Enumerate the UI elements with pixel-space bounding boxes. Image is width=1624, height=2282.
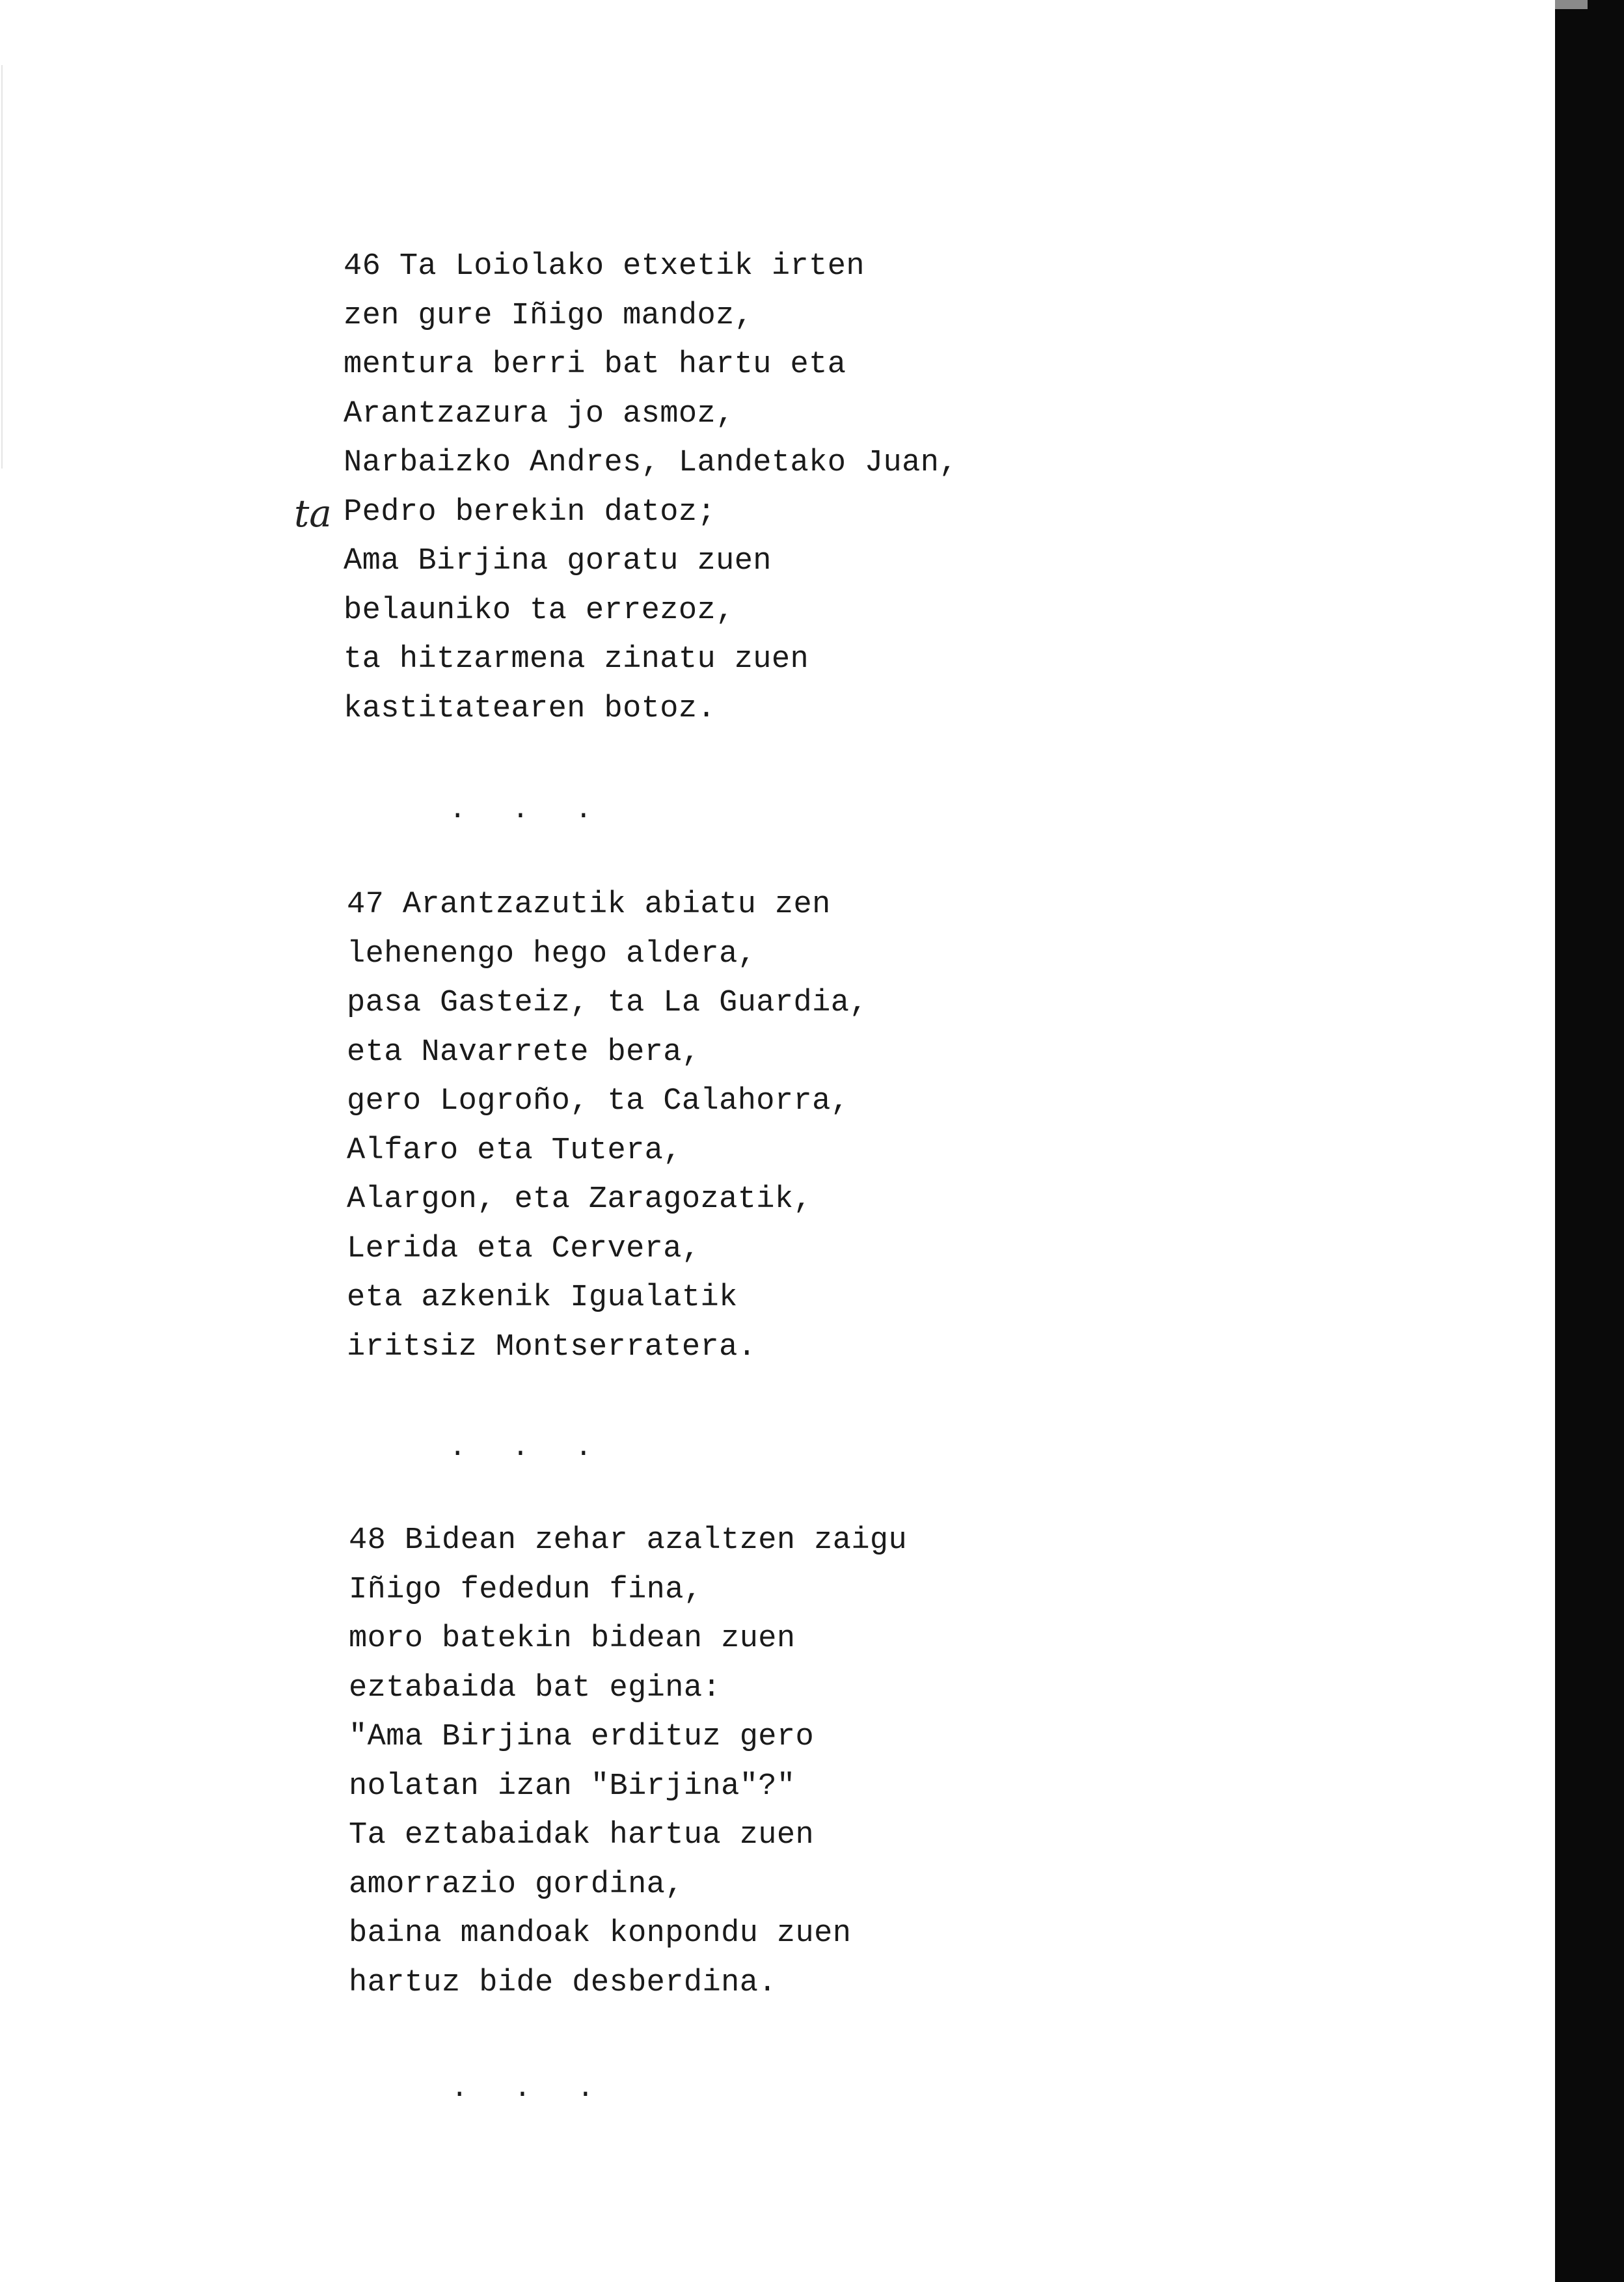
verse-line: baina mandoak konpondu zuen bbox=[349, 1916, 852, 1951]
verse-line: pasa Gasteiz, ta La Guardia, bbox=[347, 986, 868, 1020]
verse-line: iritsiz Montserratera. bbox=[347, 1329, 757, 1365]
verse-line: nolatan izan "Birjina"?" bbox=[349, 1769, 796, 1804]
verse-line: zen gure Iñigo mandoz, bbox=[344, 298, 753, 333]
stanza-separator: . . . bbox=[449, 1432, 607, 1464]
stanza-48 bbox=[349, 1516, 907, 2007]
verse-line: ta hitzarmena zinatu zuen bbox=[344, 642, 809, 677]
verse-line: 48 Bidean zehar azaltzen zaigu bbox=[349, 1523, 908, 1558]
verse-line: gero Logroño, ta Calahorra, bbox=[347, 1084, 850, 1119]
verse-line: Iñigo fededun fina, bbox=[349, 1572, 703, 1607]
stanza-separator: . . . bbox=[449, 794, 607, 826]
verse-line: eztabaida bat egina: bbox=[349, 1670, 722, 1705]
verse-line: belauniko ta errezoz, bbox=[344, 593, 735, 628]
verse-line: eta azkenik Igualatik bbox=[347, 1281, 738, 1315]
verse-line: Narbaizko Andres, Landetako Juan, bbox=[344, 446, 958, 480]
verse-line: Alfaro eta Tutera, bbox=[347, 1133, 682, 1168]
verse-line: lehenengo hego aldera, bbox=[347, 936, 757, 971]
verse-line: Alargon, eta Zaragozatik, bbox=[347, 1182, 813, 1217]
handwritten-margin-note: ta bbox=[294, 491, 332, 536]
stanza-46 bbox=[344, 242, 958, 733]
verse-line: Ama Birjina goratu zuen bbox=[344, 544, 772, 578]
verse-line: kastitatearen botoz. bbox=[344, 691, 716, 726]
verse-line: hartuz bide desberdina. bbox=[349, 1965, 777, 2000]
scan-dark-border bbox=[1555, 0, 1624, 2282]
verse-line: Pedro berekin datoz; bbox=[344, 495, 716, 530]
verse-line: mentura berri bat hartu eta bbox=[344, 347, 846, 382]
stanza-47 bbox=[347, 880, 868, 1372]
scan-edge-line bbox=[1, 65, 3, 469]
verse-line: amorrazio gordina, bbox=[349, 1867, 684, 1902]
verse-line: Lerida eta Cervera, bbox=[347, 1231, 701, 1266]
verse-line: Ta eztabaidak hartua zuen bbox=[349, 1818, 815, 1853]
verse-line: Arantzazura jo asmoz, bbox=[344, 396, 735, 431]
verse-line: moro batekin bidean zuen bbox=[349, 1622, 796, 1656]
verse-line: 46 Ta Loiolako etxetik irten bbox=[344, 249, 865, 284]
stanza-separator: . . . bbox=[451, 2072, 609, 2105]
scan-corner-artifact bbox=[1555, 0, 1588, 9]
verse-line: "Ama Birjina erdituz gero bbox=[349, 1720, 815, 1754]
verse-line: 47 Arantzazutik abiatu zen bbox=[347, 888, 831, 922]
verse-line: eta Navarrete bera, bbox=[347, 1035, 701, 1070]
